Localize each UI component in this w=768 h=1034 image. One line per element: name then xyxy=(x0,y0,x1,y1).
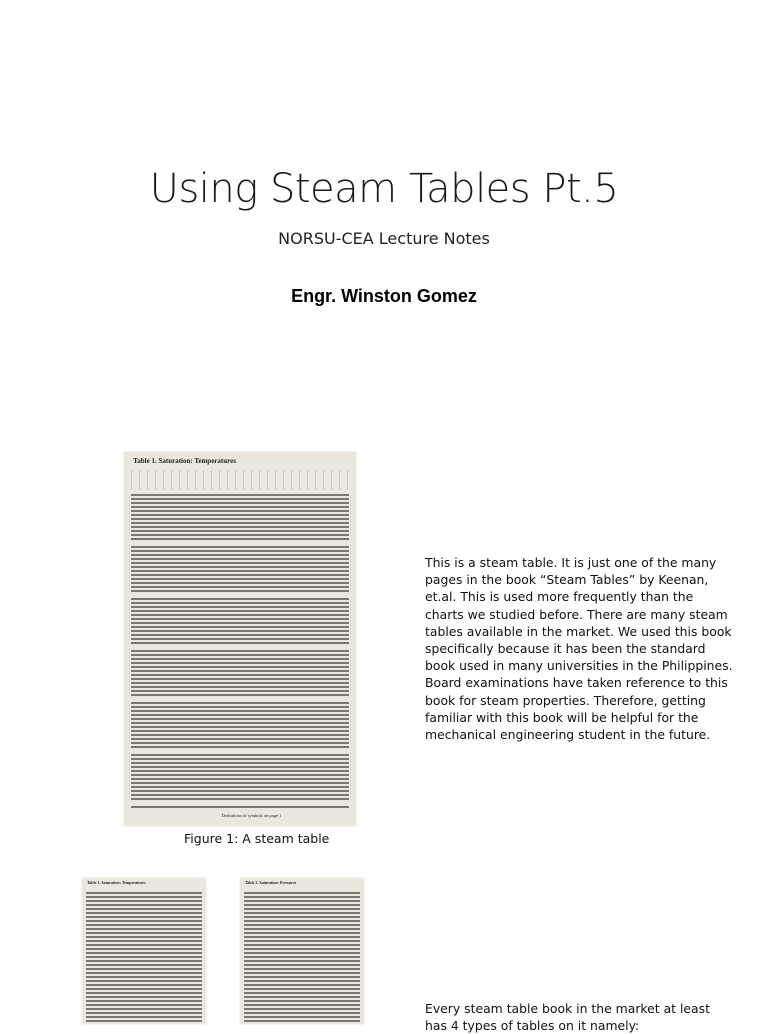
subtitle: NORSU-CEA Lecture Notes xyxy=(278,229,490,248)
scan-left-body xyxy=(86,892,203,1024)
scan-footer: Definitions of symbols on page 1 xyxy=(221,813,282,818)
scan-right-heading: Table 2. Saturation: Pressures xyxy=(244,880,297,885)
second-paragraph: Every steam table book in the market at least has 4 types of tables on it namely: xyxy=(425,1001,710,1034)
scan-row-group-gaps xyxy=(124,494,356,810)
saturation-pressures-scan-image xyxy=(240,878,364,1024)
page-title: Using Steam Tables Pt.5 xyxy=(149,166,619,212)
description-paragraph: This is a steam table. It is just one of the many pages in the book “Steam Tables” by Keenan, et.al. This is used more frequently than the charts we studied before. There are many steam tables available in the market. We used this book specifically because it has been the standard book used in many universities in the Philippines. Board examinations have taken reference to this book for steam properties. Therefore, getting familiar with this book will be helpful for the mechanical engineering student in the future. xyxy=(425,555,733,743)
saturation-temperatures-scan-image xyxy=(82,878,206,1024)
figure-caption: Figure 1: A steam table xyxy=(184,831,330,846)
scan-heading: Table 1. Saturation: Temperatures xyxy=(133,457,236,465)
author-name: Engr. Winston Gomez xyxy=(291,286,477,306)
scan-left-heading: Table 1. Saturation: Temperatures xyxy=(86,880,146,885)
steam-table-scan-image xyxy=(124,452,356,826)
scan-right-body xyxy=(244,892,361,1024)
scan-column-headers xyxy=(131,470,349,490)
